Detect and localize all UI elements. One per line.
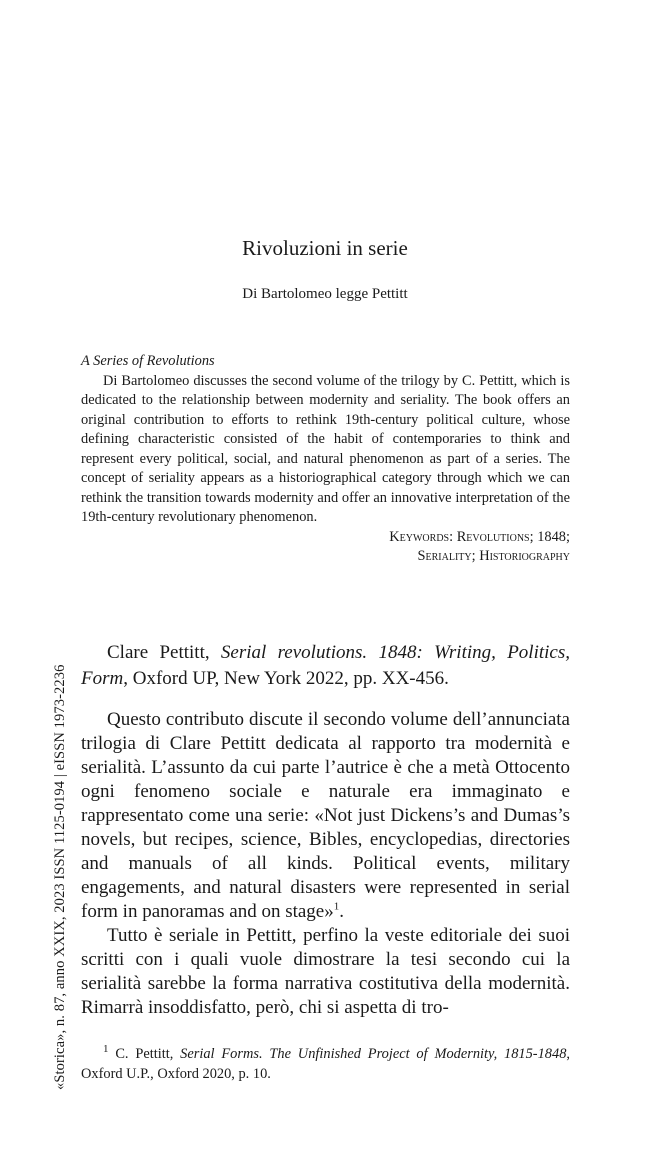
body-paragraph-1-text: Questo contributo discute il secondo volume dell’annunciata trilogia di Clare Pettitt dedicata al rapporto tra modernità e serialità. L’assunto da cui parte l’autrice è che a metà Ottocento ogni fenomeno sociale e naturale era immaginato e rappresentato come una serie: «Not just Dickens’s and Dumas’s novels, but recipes, science, Bibles, encyclopedias, directories and manuals of all kinds. Political events, military engagements, and natural disasters were represented in serial form in panoramas and on stage»	[81, 709, 570, 922]
footnote	[81, 1045, 570, 1084]
keywords-line-2: Seriality; Historiography	[417, 548, 570, 564]
footnote-number: 1	[103, 1043, 109, 1056]
article-author-line: Di Bartolomeo legge Pettitt	[242, 286, 408, 302]
abstract	[81, 352, 570, 567]
reviewed-book-citation	[81, 640, 570, 691]
abstract-body: Di Bartolomeo discusses the second volume of the trilogy by C. Pettitt, which is dedicated to the relationship between modernity and seriality. The book offers an original contribution to efforts to rethink 19th-century political culture, whose defining characteristic consisted of the habit of contemporaries to think and represent every political, social, and natural phenomenon as part of a series. The concept of seriality appears as a historiographical category through which we can rethink the transition towards modernity and offer an innovative interpretation of the 19th-century revolutionary phenomenon.	[81, 372, 570, 525]
body-paragraph-1-end: .	[339, 901, 344, 922]
footnote-cited-title: Serial Forms. The Unfinished Project of Modernity, 1815-1848	[180, 1046, 567, 1062]
main-text	[81, 706, 570, 1020]
body-paragraph-2: Tutto è seriale in Pettitt, perfino la veste editoriale dei suoi scritti con i quali vuole dimostrare la tesi secondo cui la serialità sarebbe la forma narrativa costitutiva della modernità. Rimarrà insoddisfatto, però, chi si aspetta di tro-	[81, 925, 570, 1018]
reviewed-book-title: Serial revolutions. 1848: Writing, Politics, Form	[81, 642, 570, 689]
article-title: Rivoluzioni in serie	[242, 236, 408, 260]
footnote-text-after: , Oxford U.P., Oxford 2020, p. 10.	[81, 1046, 570, 1082]
reviewed-book-publication: , Oxford UP, New York 2022, pp. XX-456.	[123, 667, 449, 689]
abstract-heading: A Series of Revolutions	[81, 353, 215, 369]
journal-reference: «Storica», n. 87, anno XXIX, 2023 ISSN 1125-0194 | eISSN 1973-2236	[52, 664, 68, 1090]
body-paragraph-1	[81, 706, 570, 924]
reviewed-book-author: Clare Pettitt,	[107, 642, 221, 663]
keywords-line-1: Keywords: Revolutions; 1848;	[389, 528, 570, 545]
footnote-text-before: C. Pettitt,	[108, 1046, 181, 1062]
footnote-marker: 1	[333, 900, 340, 913]
